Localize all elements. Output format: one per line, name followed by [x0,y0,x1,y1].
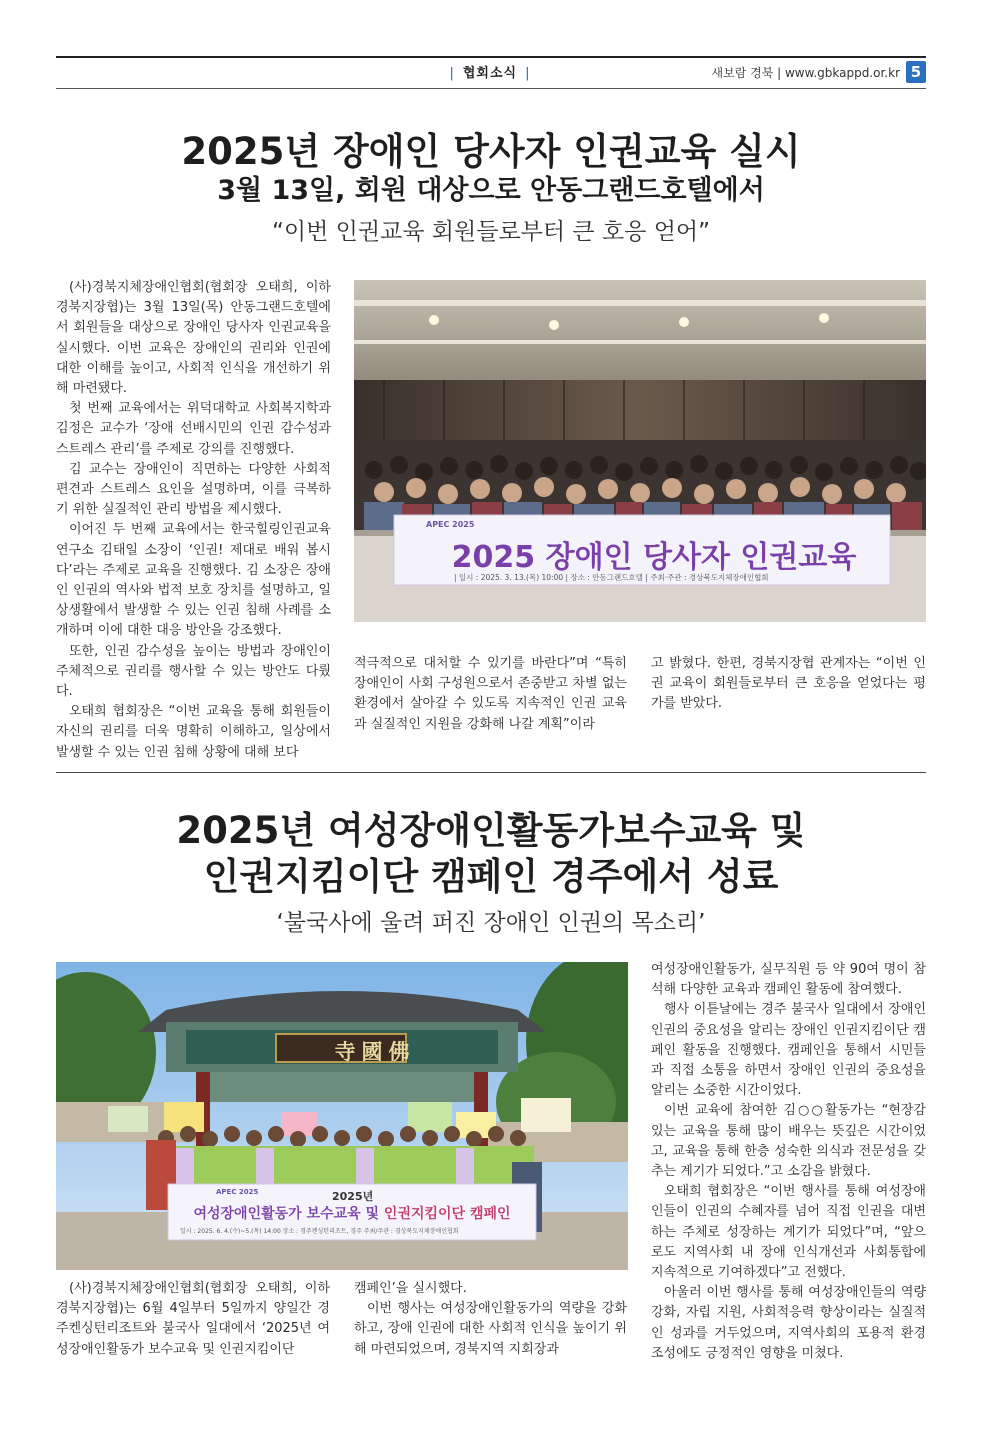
banner-info: | 일시 : 2025. 3. 13.(목) 10:00 | 장소 : 안동그랜드호텔 | 주최·주관 : 경상북도지체장애인협회 [454,573,769,582]
banner-info: 일시 : 2025. 6. 4.(수)~5.(목) 14:00 장소 : 경주켄싱턴리조트, 경주 주최/주관 : 경상북도지체장애인협회 [180,1228,459,1235]
paragraph: (사)경북지체장애인협회(협회장 오태희, 이하 경북지장협)는 6월 4일부터 5일까지 양일간 경주켄싱턴리조트와 불국사 일대에서 ‘2025년 여성장애인활동가 보수교육 및 인권지킴이단 [56,1281,330,1357]
header-bottom-rule [56,88,926,89]
temple-gate-photo-illustration [56,962,628,1270]
article2-col2 [354,1279,627,1360]
paragraph: 첫 번째 교육에서는 위덕대학교 사회복지학과 김정은 교수가 ‘장애 선배시민의 인권 감수성과 스트레스 관리’를 주제로 강의를 진행했다. [56,401,331,457]
article1-col3 [651,654,926,715]
article2-quote: ‘불국사에 울려 퍼진 장애인 인권의 목소리’ [276,910,706,936]
banner-year: 2025년 [332,1190,374,1203]
article1-title: 2025년 장애인 당사자 인권교육 실시 [181,130,801,173]
paragraph: 이번 행사는 여성장애인활동가의 역량을 강화하고, 장애 인권에 대한 사회적 인식을 높이기 위해 마련되었으며, 경북지역 지회장과 [354,1301,627,1357]
article2-col3 [651,960,926,1364]
section-label: | 협회소식 | [449,66,531,81]
paragraph: 고 밝혔다. 한편, 경북지장협 관계자는 “이번 인권 교육이 회원들로부터 큰 호응을 얻었다는 평가를 받았다. [651,656,926,712]
paragraph: 오태희 협회장은 “이번 행사를 통해 여성장애인들이 인권의 수혜자를 넘어 직접 인권을 대변하는 주체로 성장하는 계기가 되었다”며, “앞으로도 지역사회 내 장애 인식개선과 사회통합에 지속적으로 기여하겠다”고 전했다. [651,1184,926,1281]
article1-col2 [354,654,627,735]
article1-photo [354,280,926,622]
banner-title [174,1203,530,1223]
paragraph: 오태희 협회장은 “이번 교육을 통해 회원들이 자신의 권리를 더욱 명확히 이해하고, 일상에서 발생할 수 있는 인권 침해 상황에 대해 보다 [56,704,331,760]
article2-photo [56,962,628,1270]
article2-col1 [56,1279,330,1360]
banner-logo: APEC 2025 [426,520,475,529]
paragraph: 아울러 이번 행사를 통해 여성장애인들의 역량 강화, 자립 지원, 사회적응력 향상이라는 실질적인 성과를 거두었으며, 지역사회의 포용적 환경 조성에도 긍정적인 영향을 미쳤다. [651,1285,926,1361]
site-url: 새보람 경북 | www.gbkappd.or.kr [711,66,900,80]
paragraph: 또한, 인권 감수성을 높이는 방법과 장애인이 주체적으로 권리를 행사할 수 있는 방안도 다뤘다. [56,643,331,700]
banner-title-part-a: 여성장애인활동가 보수교육 및 [193,1206,384,1222]
paragraph: 적극적으로 대처할 수 있기를 바란다”며 “특히 장애인이 사회 구성원으로서 존중받고 차별 없는 환경에서 살아갈 수 있도록 지속적인 인권 교육과 실질적인 지원을 강화해 나갈 계획”이라 [354,656,627,732]
paragraph: 여성장애인활동가, 실무직원 등 약 90여 명이 참석해 다양한 교육과 캠페인 활동에 참여했다. [651,962,926,998]
paragraph: 행사 이튿날에는 경주 불국사 일대에서 장애인 인권의 중요성을 알리는 장애인 인권지킴이단 캠페인 활동을 진행했다. 캠페인을 통해서 시민들과 직접 소통을 하면서 장애인 인권의 중요성을 알리는 소중한 시간이었다. [651,1002,926,1099]
banner-logo: APEC 2025 [216,1188,259,1196]
paragraph: 이번 교육에 참여한 김○○활동가는 “현장감 있는 교육을 통해 많이 배우는 뜻깊은 시간이었고, 교육을 통해 한층 성숙한 의식과 전문성을 갖추는 계기가 되었다.”고 소감을 밝혔다. [651,1103,926,1180]
article1-subtitle: 3월 13일, 회원 대상으로 안동그랜드호텔에서 [217,175,765,206]
article1-col1 [56,278,331,763]
article1-quote: “이번 인권교육 회원들로부터 큰 호응 얻어” [271,219,711,245]
banner-title: 2025 장애인 당사자 인권교육 [451,540,857,575]
banner-title-part-b: 인권지킴이단 캠페인 [383,1206,511,1222]
paragraph: 이어진 두 번째 교육에서는 한국힐링인권교육연구소 김태일 소장이 ‘인권! 제대로 배워 봅시다’라는 주제로 교육을 진행했다. 김 소장은 장애인 인권의 역사와 법적 보호 장치를 설명하고, 일상생활에서 발생할 수 있는 인권 침해 사례를 소개하며 이에 대한 대응 방안을 강조했다. [56,522,331,639]
article2-title-line1: 2025년 여성장애인활동가보수교육 및 [176,809,806,852]
paragraph: 김 교수는 장애인이 직면하는 다양한 사회적 편견과 스트레스 요인을 설명하며, 이를 극복하기 위한 실질적인 관리 방법을 제시했다. [56,461,331,518]
article-divider [56,772,926,773]
article2-title-line2: 인권지킴이단 캠페인 경주에서 성료 [203,855,779,898]
temple-gate-sign: 寺國佛 [334,1040,416,1064]
section-label-text: 협회소식 [462,66,518,81]
page-number: 5 [906,61,926,83]
paragraph: (사)경북지체장애인협회(협회장 오태희, 이하 경북지장협)는 3월 13일(목) 안동그랜드호텔에서 회원들을 대상으로 장애인 당사자 인권교육을 실시했다. 이번 교육은 장애인의 권리와 인권에 대한 이해를 높이고, 사회적 인식을 개선하기 위해 마련됐다. [56,280,331,397]
header-top-rule [56,56,926,58]
paragraph: 캠페인’을 실시했다. [354,1281,467,1296]
